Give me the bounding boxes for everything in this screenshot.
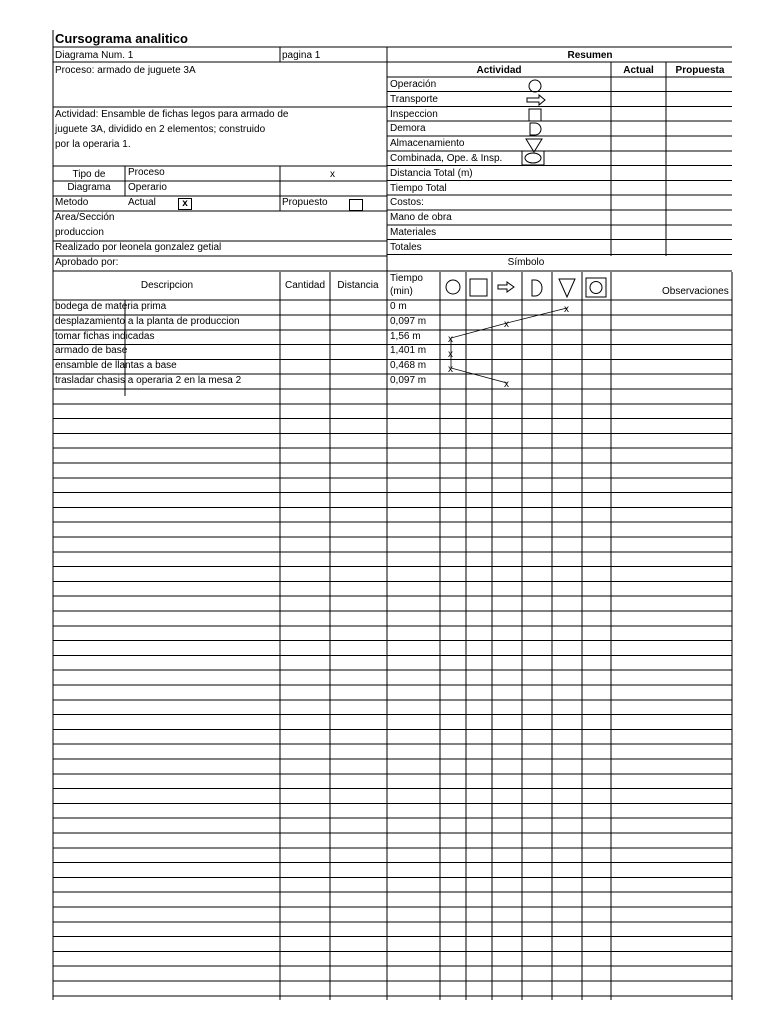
realizado-por: Realizado por leonela gonzalez getial [55, 242, 222, 253]
summary-title: Resumen [567, 50, 613, 61]
summary-row-label: Operación [390, 79, 437, 90]
activity-line-1: Actividad: Ensamble de fichas legos para armado de [55, 109, 289, 120]
summary-row-label: Inspeccion [390, 108, 438, 120]
actual-label: Actual [128, 197, 156, 208]
flow-mark: x [564, 304, 569, 315]
summary-row-label: Materiales [390, 227, 437, 238]
summary-row-label: Costos: [390, 197, 424, 209]
header-delay-icon [532, 280, 542, 296]
page-number: pagina 1 [282, 50, 321, 61]
flow-mark: x [448, 364, 453, 375]
process-label: Proceso: armado de juguete 3A [55, 65, 196, 76]
header-inspection-icon [470, 279, 487, 296]
propuesto-label: Propuesto [282, 197, 328, 208]
summary-row-label: Mano de obra [390, 212, 452, 224]
table-row-description: bodega de materia prima [55, 301, 167, 312]
summary-col-activity: Actividad [476, 65, 522, 76]
header-storage-icon [559, 279, 575, 297]
actual-checkbox[interactable]: x [178, 198, 192, 210]
table-row-description: ensamble de llantas a base [55, 360, 177, 372]
summary-row-label: Totales [390, 241, 422, 253]
inspection-square-icon [529, 109, 541, 121]
summary-row-label: Demora [390, 123, 426, 135]
col-tiempo-1: Tiempo [390, 273, 423, 284]
flow-path-line [451, 308, 567, 383]
aprobado-por: Aprobado por: [55, 257, 119, 268]
summary-row-label: Tiempo Total [390, 182, 447, 194]
storage-triangle-icon [526, 139, 542, 152]
summary-col-propuesta: Propuesta [675, 65, 725, 76]
page-title: Cursograma analitico [55, 31, 188, 46]
col-tiempo-2: (min) [390, 286, 413, 297]
table-row-description: trasladar chasis a operaria 2 en la mesa 2 [55, 375, 242, 386]
metodo-label: Metodo [55, 197, 89, 208]
table-row-description: tomar fichas indicadas [55, 330, 155, 342]
activity-line-2: juguete 3A, dividido en 2 elementos; construido [55, 124, 266, 135]
tipo-operario: Operario [128, 182, 167, 193]
activity-line-3: por la operaria 1. [55, 139, 131, 150]
header-combined-circle-icon [590, 282, 602, 294]
col-distancia: Distancia [337, 280, 379, 291]
table-row-time: 1,401 m [390, 345, 427, 357]
table-row-time: 0,097 m [390, 315, 427, 327]
flow-mark: x [448, 334, 453, 345]
col-observaciones: Observaciones [662, 286, 729, 297]
table-row-time: 0 m [390, 301, 407, 312]
simbolo-label: Símbolo [507, 257, 545, 268]
header-operation-icon [446, 280, 460, 294]
area-label: Area/Sección [55, 212, 115, 223]
operation-circle-icon [529, 80, 541, 92]
table-row-description: desplazamiento a la planta de produccion [55, 315, 240, 327]
diagram-number: Diagrama Num. 1 [55, 50, 134, 61]
summary-row-label: Transporte [390, 93, 438, 105]
summary-row-label: Distancia Total (m) [390, 167, 473, 179]
header-combined-box-icon [586, 278, 606, 297]
col-descripcion: Descripcion [140, 280, 194, 291]
delay-d-icon [530, 123, 541, 135]
flow-mark: x [448, 349, 453, 360]
tipo-proceso: Proceso [128, 167, 165, 178]
table-row-time: 0,097 m [390, 375, 427, 386]
propuesto-checkbox[interactable] [349, 199, 363, 211]
transport-arrow-icon [527, 95, 545, 105]
tipo-diagrama-label-2: Diagrama [67, 182, 111, 193]
tipo-proceso-mark: x [330, 169, 335, 180]
header-transport-icon [498, 282, 514, 292]
col-cantidad: Cantidad [284, 280, 326, 291]
flow-mark: x [504, 379, 509, 390]
table-row-description: armado de base [55, 345, 128, 357]
table-row-time: 1,56 m [390, 330, 421, 342]
area-value: produccion [55, 227, 104, 238]
combined-circle-icon [525, 153, 541, 163]
flow-mark: x [504, 319, 509, 330]
tipo-diagrama-label-1: Tipo de [72, 169, 106, 180]
summary-row-label: Combinada, Ope. & Insp. [390, 153, 503, 164]
table-row-time: 0,468 m [390, 360, 427, 372]
summary-col-actual: Actual [623, 65, 654, 76]
summary-row-label: Almacenamiento [390, 138, 465, 150]
